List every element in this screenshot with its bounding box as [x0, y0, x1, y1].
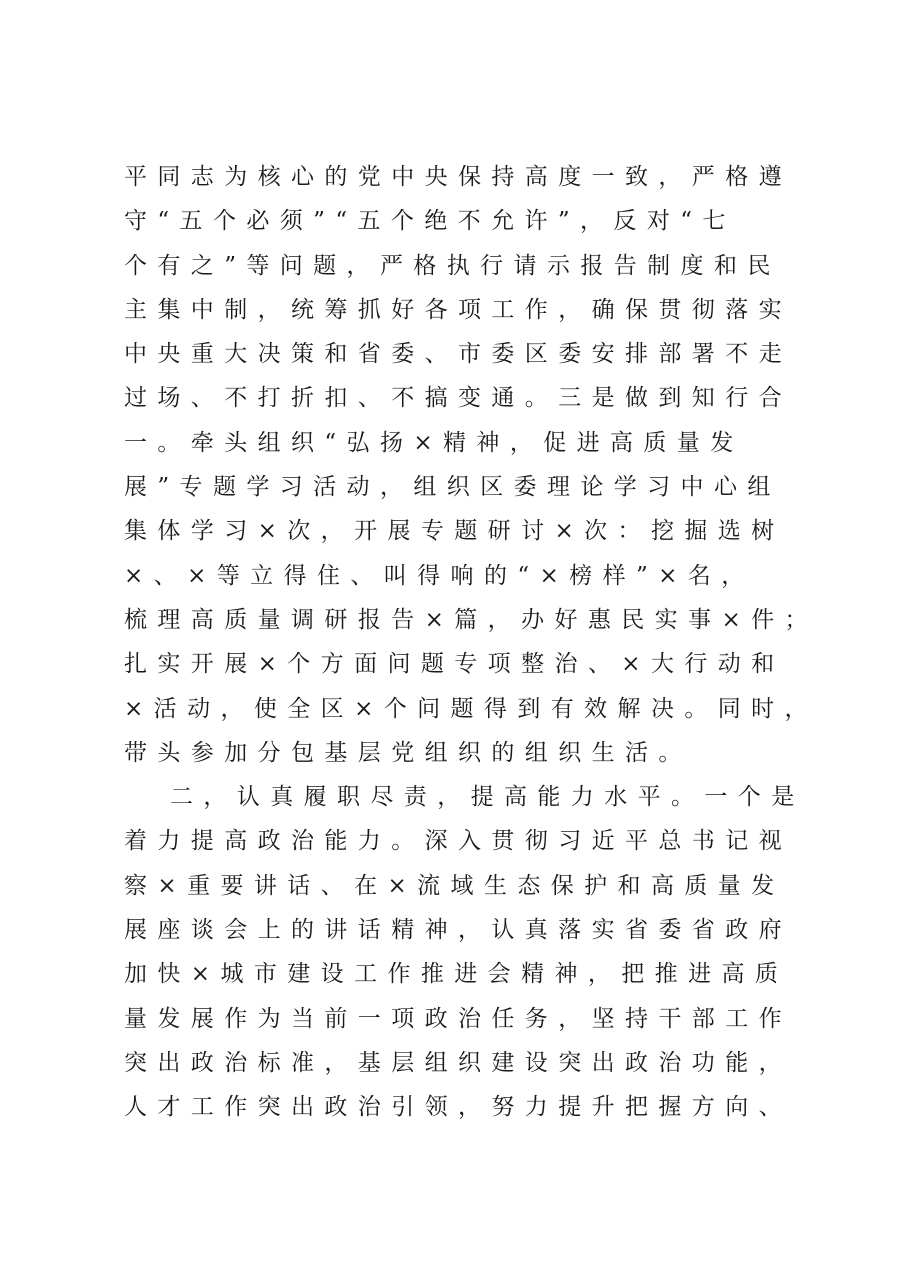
text-line-4: 主集中制，统筹抓好各项工作，确保贯彻落实 [124, 296, 792, 323]
text-line-17: 察×重要讲话、在×流域生态保护和高质量发 [124, 872, 785, 899]
text-line-11: 梳理高质量调研报告×篇，办好惠民实事×件； [124, 606, 818, 633]
text-line-16: 着力提高政治能力。深入贯彻习近平总书记视 [124, 828, 792, 855]
text-line-6: 过场、不打折扣、不搞变通。三是做到知行合 [124, 385, 792, 412]
section-two-heading-line: 二，认真履职尽责，提高能力水平。一个是 [170, 784, 805, 811]
text-line-5: 中央重大决策和省委、市委区委安排部署不走 [124, 341, 792, 368]
text-line-8: 展”专题学习活动，组织区委理论学习中心组 [124, 474, 781, 501]
text-line-7: 一。牵头组织“弘扬×精神，促进高质量发 [124, 429, 744, 456]
text-line-9: 集体学习×次，开展专题研讨×次：挖掘选树 [124, 518, 785, 545]
text-line-3: 个有之”等问题，严格执行请示报告制度和民 [124, 252, 781, 279]
text-line-18: 展座谈会上的讲话精神，认真落实省委省政府 [124, 917, 792, 944]
document-body [124, 155, 824, 1130]
text-line-20: 量发展作为当前一项政治任务，坚持干部工作 [124, 1005, 792, 1032]
text-line-1: 平同志为核心的党中央保持高度一致，严格遵 [124, 164, 792, 190]
text-line-22: 人才工作突出政治引领，努力提升把握方向、 [124, 1094, 792, 1121]
text-line-12: 扎实开展×个方面问题专项整治、×大行动和 [124, 651, 785, 678]
text-line-14: 带头参加分包基层党组织的组织生活。 [124, 739, 692, 766]
text-line-19: 加快×城市建设工作推进会精神，把推进高质 [124, 961, 789, 988]
text-line-13: ×活动，使全区×个问题得到有效解决。同时， [124, 695, 818, 722]
text-line-2: 守“五个必须”“五个绝不允许”，反对“七 [124, 208, 736, 235]
text-line-21: 突出政治标准，基层组织建设突出政治功能， [124, 1049, 792, 1076]
text-line-10: ×、×等立得住、叫得响的“×榜样”×名， [124, 562, 755, 589]
